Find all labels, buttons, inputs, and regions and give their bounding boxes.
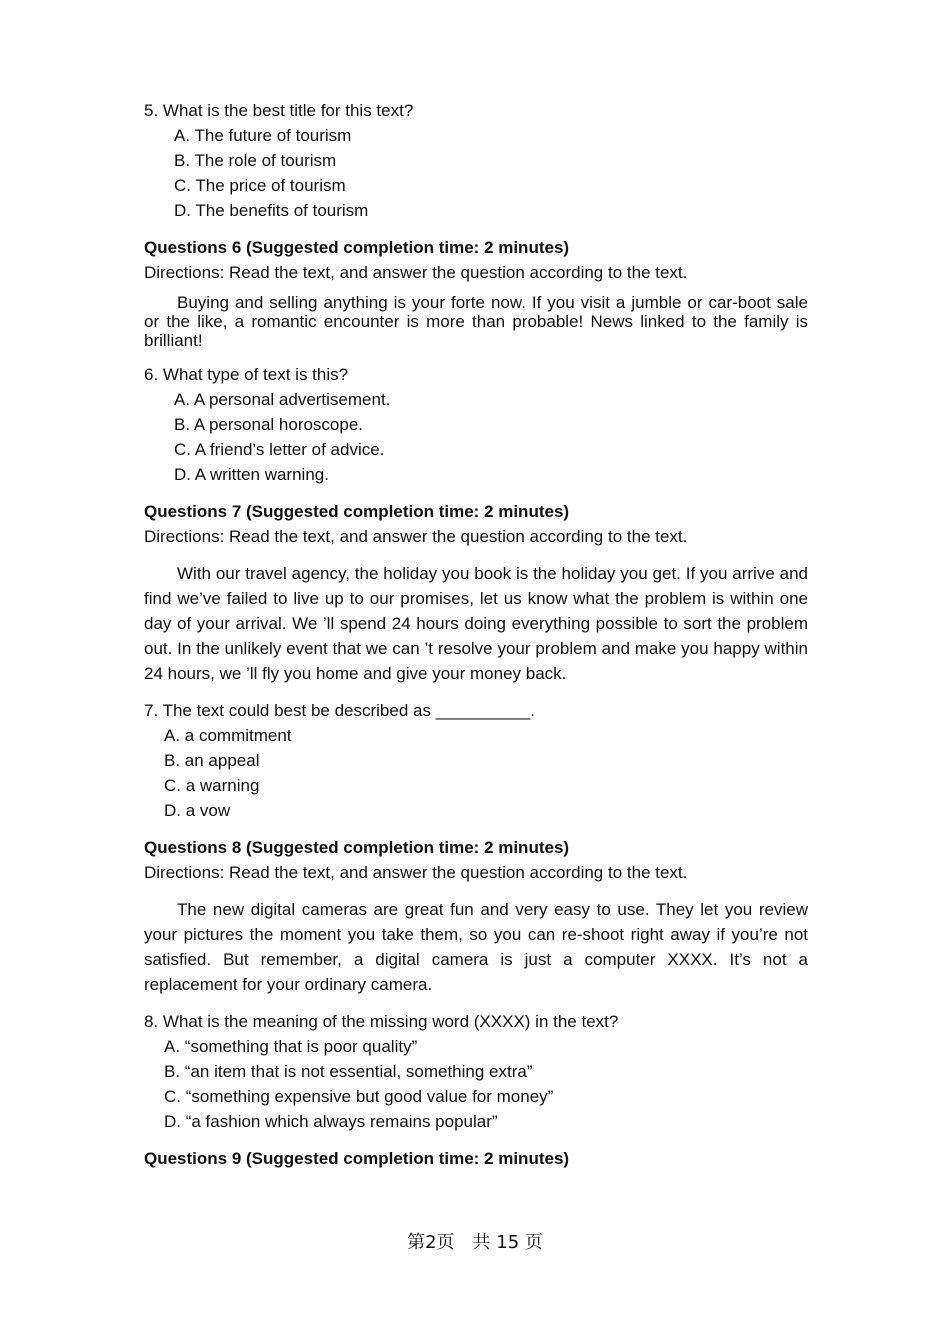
option-b: B. an appeal	[164, 751, 260, 770]
option-a: A. a commitment	[164, 726, 292, 745]
document-page	[144, 98, 808, 1171]
section-7	[144, 499, 808, 823]
option-c: C. “something expensive but good value for money”	[164, 1087, 554, 1106]
option-b: B. “an item that is not essential, something extra”	[164, 1062, 533, 1081]
directions: Directions: Read the text, and answer the question according to the text.	[144, 527, 688, 546]
option-c: C. A friend’s letter of advice.	[174, 440, 385, 459]
directions: Directions: Read the text, and answer the question according to the text.	[144, 263, 688, 282]
directions: Directions: Read the text, and answer the question according to the text.	[144, 863, 688, 882]
option-a: A. “something that is poor quality”	[164, 1037, 418, 1056]
question-text: 7. The text could best be described as __________.	[144, 701, 535, 720]
option-d: D. A written warning.	[174, 465, 329, 484]
option-c: C. The price of tourism	[174, 176, 346, 195]
option-b: B. A personal horoscope.	[174, 415, 364, 434]
section-heading: Questions 6 (Suggested completion time: 2 minutes)	[144, 238, 570, 257]
section-heading: Questions 9 (Suggested completion time: 2 minutes)	[144, 1149, 570, 1168]
passage: The new digital cameras are great fun and very easy to use. They let you review your pictures the moment you take them, so you can re-shoot right away if you’re not satisfied. But remember, a digital camera is just a computer XXXX. It’s not a replacement for your ordinary camera.	[144, 900, 808, 994]
section-8	[144, 835, 808, 1134]
option-d: D. a vow	[164, 801, 231, 820]
option-d: D. “a fashion which always remains popular”	[164, 1112, 498, 1131]
section-heading: Questions 8 (Suggested completion time: 2 minutes)	[144, 838, 570, 857]
question-text: 8. What is the meaning of the missing word (XXXX) in the text?	[144, 1012, 619, 1031]
question-5	[144, 98, 808, 223]
question-text: 5. What is the best title for this text?	[144, 101, 414, 120]
section-heading: Questions 7 (Suggested completion time: 2 minutes)	[144, 502, 570, 521]
section-9	[144, 1146, 808, 1171]
option-a: A. The future of tourism	[174, 126, 352, 145]
option-d: D. The benefits of tourism	[174, 201, 369, 220]
section-6	[144, 235, 808, 487]
passage: Buying and selling anything is your forte now. If you visit a jumble or car-boot sale or the like, a romantic encounter is more than probable! News linked to the family is brilliant!	[144, 293, 808, 350]
question-text: 6. What type of text is this?	[144, 365, 349, 384]
passage: With our travel agency, the holiday you book is the holiday you get. If you arrive and find we’ve failed to live up to our promises, let us know what the problem is within one day of your arrival. We ’ll spend 24 hours doing everything possible to sort the problem out. In the unlikely event that we can ’t resolve your problem and make you happy within 24 hours, we ’ll fly you home and give your money back.	[144, 564, 808, 683]
page-number-footer: 第2页 共 15 页	[407, 1232, 543, 1253]
option-c: C. a warning	[164, 776, 260, 795]
option-b: B. The role of tourism	[174, 151, 337, 170]
option-a: A. A personal advertisement.	[174, 390, 391, 409]
